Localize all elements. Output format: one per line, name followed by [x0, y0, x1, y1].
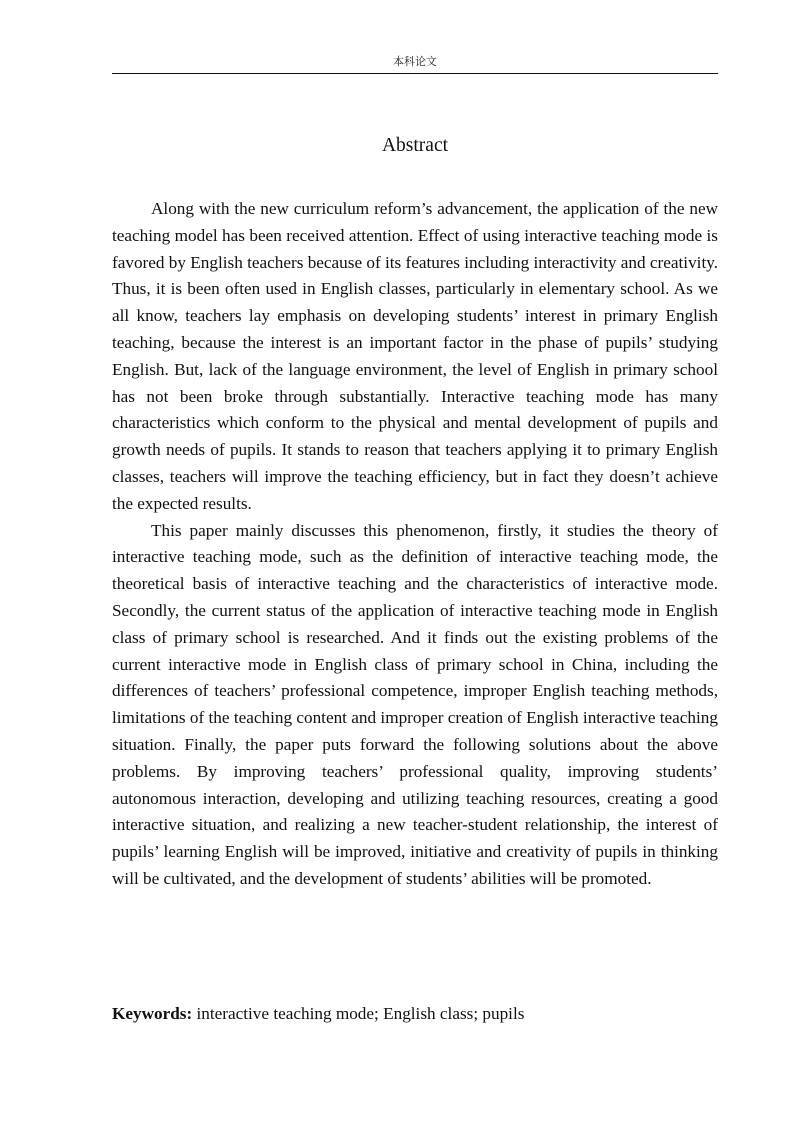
keywords-text: interactive teaching mode; English class; pupils — [196, 1004, 525, 1023]
page-header: 本科论文 — [393, 56, 437, 68]
abstract-paragraph-1: Along with the new curriculum reform’s advancement, the application of the new teaching model has been received attention. Effect of using interactive teaching mode is favored by English teachers because of its features including interactivity and creativity. Thus, it is been often used in English classes, particularly in elementary school. As we all know, teachers lay emphasis on developing students’ interest in primary English teaching, because the interest is an important factor in the phase of pupils’ studying English. But, lack of the language environment, the level of English in primary school has not been broke through substantially. Interactive teaching mode has many characteristics which conform to the physical and mental development of pupils and growth needs of pupils. It stands to reason that teachers applying it to primary English classes, teachers will improve the teaching efficiency, but in fact they doesn’t achieve the expected results. — [112, 199, 718, 513]
keywords-line — [112, 1001, 718, 1027]
abstract-body — [112, 196, 718, 893]
keywords-label: Keywords: — [112, 1004, 193, 1023]
header-rule — [112, 73, 718, 74]
abstract-title: Abstract — [381, 135, 449, 156]
abstract-paragraph-2: This paper mainly discusses this phenomenon, firstly, it studies the theory of interactive teaching mode, such as the definition of interactive teaching mode, the theoretical basis of interactive teaching and the characteristics of interactive mode. Secondly, the current status of the application of interactive teaching mode in English class of primary school is researched. And it finds out the existing problems of the current interactive mode in English class of primary school in China, including the differences of teachers’ professional competence, improper English teaching methods, limitations of the teaching content and improper creation of English interactive teaching situation. Finally, the paper puts forward the following solutions about the above problems. By improving teachers’ professional quality, improving students’ autonomous interaction, developing and utilizing teaching resources, creating a good interactive situation, and realizing a new teacher-student relationship, the interest of pupils’ learning English will be improved, initiative and creativity of pupils in thinking will be cultivated, and the development of students’ abilities will be promoted. — [112, 520, 718, 888]
